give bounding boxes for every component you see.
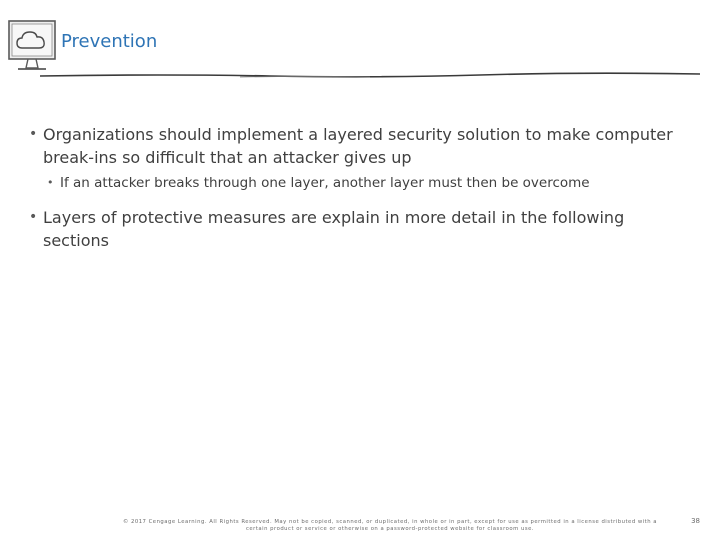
title-underline <box>40 70 700 80</box>
bullet-1-text: Organizations should implement a layered security solution to make computer break-ins so difficult that an attacker gives up <box>43 125 673 167</box>
sub-bullet-1 <box>47 173 700 193</box>
sub-bullet-1-text: If an attacker breaks through one layer, another layer must then be overcome <box>60 175 590 191</box>
copyright-footer: © 2017 Cengage Learning. All Rights Reserved. May not be copied, scanned, or duplicated, in whole or in part, except for use as permitted in a license distributed with a certain product or service or otherwise on a password-protected website for classroom use. <box>122 519 658 532</box>
bullet-dot: • <box>47 176 54 189</box>
bullet-dot: • <box>29 126 38 142</box>
cloud-monitor-icon <box>6 18 58 76</box>
slide-title: Prevention <box>61 31 158 52</box>
bullet-2-text: Layers of protective measures are explain in more detail in the following sections <box>43 208 625 250</box>
page-number: 38 <box>691 517 700 525</box>
bullet-2 <box>29 206 693 252</box>
bullet-dot: • <box>29 209 38 225</box>
bullet-1 <box>29 123 693 169</box>
